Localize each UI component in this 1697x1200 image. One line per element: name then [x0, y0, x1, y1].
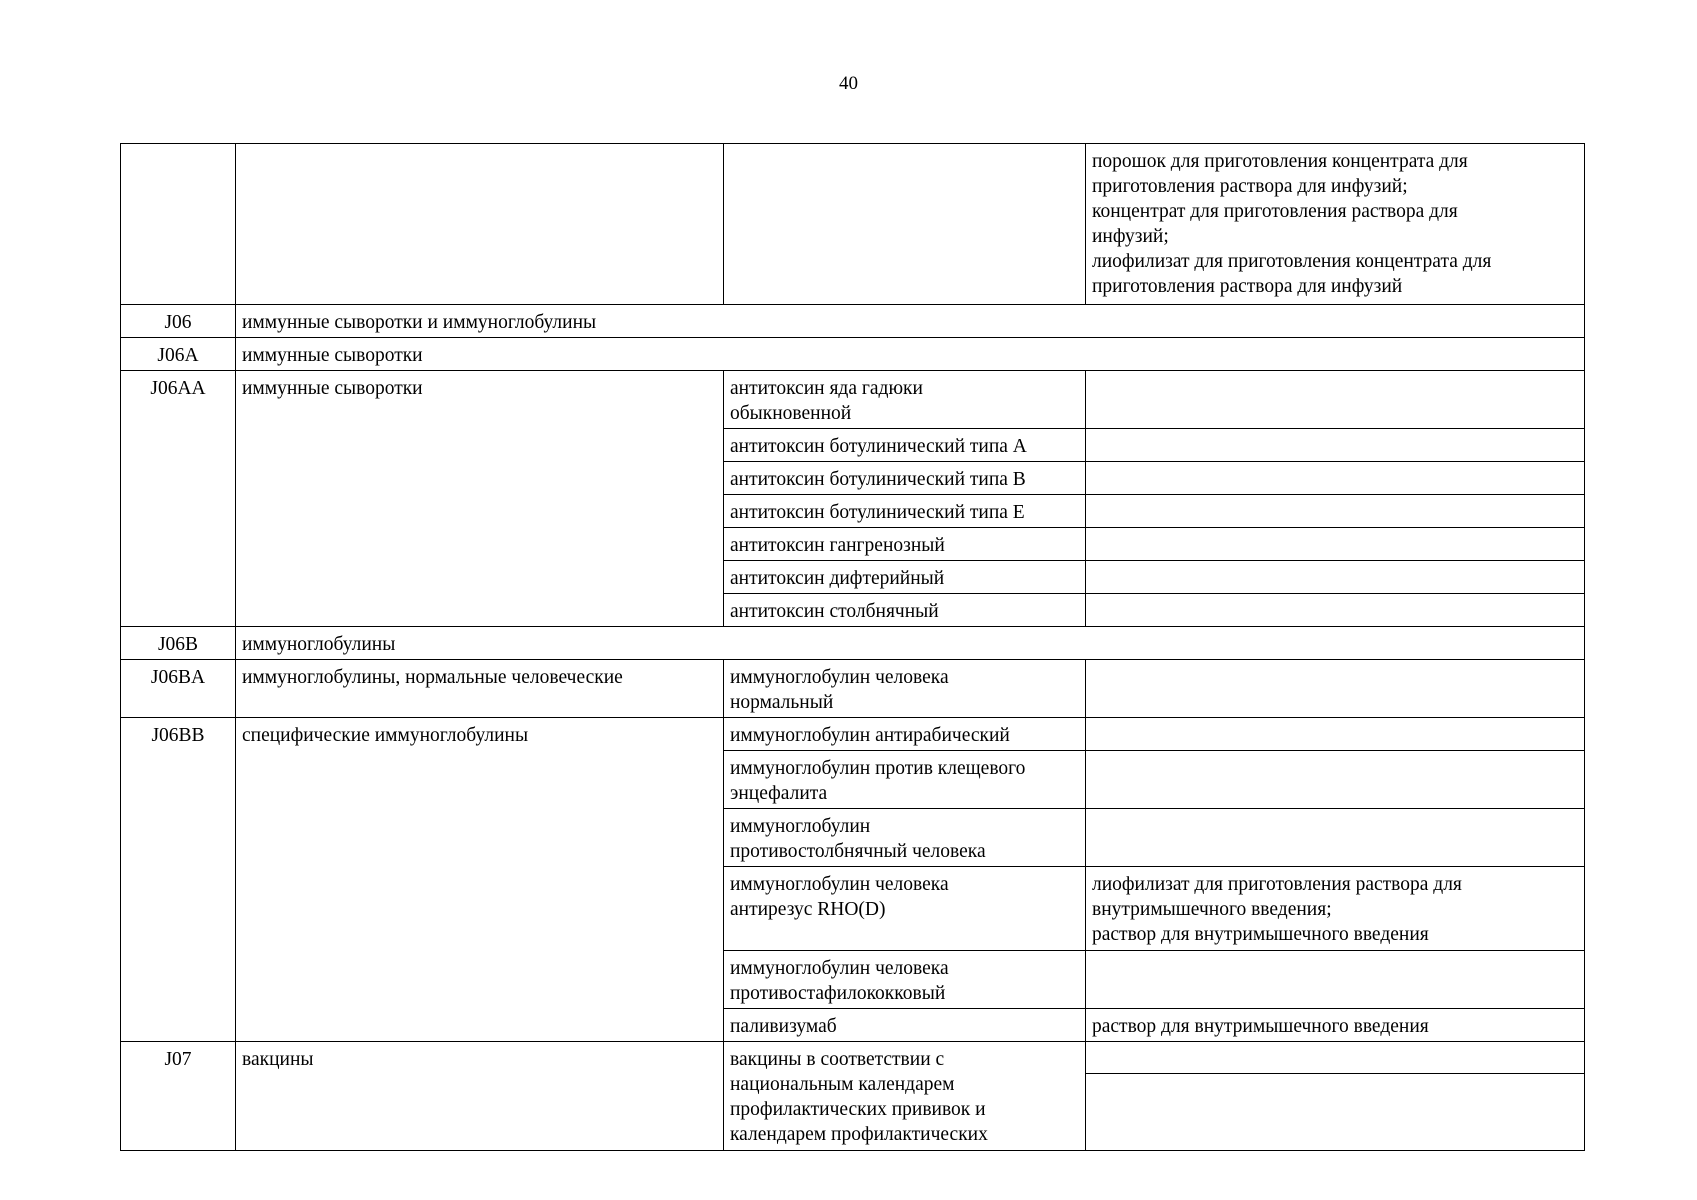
table-row: [121, 718, 1585, 751]
atc-code-cell: [121, 144, 236, 305]
drug-name-cell: антитоксин ботулинический типа B: [724, 462, 1086, 495]
drug-name-line: иммуноглобулин: [730, 816, 871, 837]
dosage-form-line: порошок для приготовления концентрата для: [1092, 151, 1468, 172]
dosage-form-line: приготовления раствора для инфузий;: [1092, 176, 1408, 197]
group-name-cell: иммуноглобулины: [236, 627, 1585, 660]
dosage-form-cell: [1086, 1042, 1585, 1074]
dosage-form-line: раствор для внутримышечного введения: [1092, 924, 1429, 945]
drug-name-line: иммуноглобулин против клещевого: [730, 758, 1026, 779]
atc-code-cell: J07: [121, 1042, 236, 1151]
drug-name-line: противостафилококковый: [730, 983, 946, 1004]
drug-name-cell: [724, 371, 1086, 429]
drug-name-line: антитоксин яда гадюки: [730, 378, 923, 399]
atc-code-cell: J06BB: [121, 718, 236, 1042]
drug-name-line: нормальный: [730, 692, 834, 713]
drug-name-line: иммуноглобулин человека: [730, 667, 949, 688]
dosage-form-cell: [1086, 144, 1585, 305]
drug-name-cell: [724, 951, 1086, 1009]
dosage-form-line: внутримышечного введения;: [1092, 899, 1332, 920]
drug-name-line: календарем профилактических: [730, 1124, 988, 1145]
dosage-form-cell: раствор для внутримышечного введения: [1086, 1009, 1585, 1042]
table-row: [121, 338, 1585, 371]
drug-name-line: вакцины в соответствии с: [730, 1049, 945, 1070]
group-name-cell: иммунные сыворотки: [236, 371, 724, 627]
atc-code-cell: J06: [121, 305, 236, 338]
drug-name-line: антирезус RHO(D): [730, 899, 886, 920]
table-row: [121, 305, 1585, 338]
page-number: 40: [839, 73, 858, 94]
dosage-form-cell: [1086, 462, 1585, 495]
dosage-form-cell: [1086, 528, 1585, 561]
drug-name-line: энцефалита: [730, 783, 828, 804]
group-name-cell: специфические иммуноглобулины: [236, 718, 724, 1042]
table-row: [121, 371, 1585, 429]
dosage-form-line: концентрат для приготовления раствора для: [1092, 201, 1458, 222]
drug-name-line: обыкновенной: [730, 403, 852, 424]
group-name-cell: вакцины: [236, 1042, 724, 1151]
atc-code-cell: J06B: [121, 627, 236, 660]
drug-name-cell: антитоксин столбнячный: [724, 594, 1086, 627]
drug-name-line: иммуноглобулин человека: [730, 958, 949, 979]
dosage-form-line: лиофилизат для приготовления раствора для: [1092, 874, 1462, 895]
dosage-form-cell: [1086, 951, 1585, 1009]
drug-name-cell: антитоксин ботулинический типа A: [724, 429, 1086, 462]
dosage-form-cell: [1086, 561, 1585, 594]
dosage-form-cell: [1086, 867, 1585, 951]
dosage-form-cell: [1086, 594, 1585, 627]
drug-name-line: противостолбнячный человека: [730, 841, 986, 862]
group-name-cell: иммунные сыворотки и иммуноглобулины: [236, 305, 1585, 338]
drug-name-cell: [724, 809, 1086, 867]
drug-name-line: профилактических прививок и: [730, 1099, 986, 1120]
group-name-cell: иммуноглобулины, нормальные человеческие: [236, 660, 724, 718]
drug-name-cell: [724, 144, 1086, 305]
drug-classification-table: [120, 143, 1585, 1151]
table-row: [121, 660, 1585, 718]
drug-name-cell: антитоксин дифтерийный: [724, 561, 1086, 594]
drug-name-cell: [724, 1042, 1086, 1151]
drug-name-line: иммуноглобулин человека: [730, 874, 949, 895]
drug-name-cell: [724, 751, 1086, 809]
dosage-form-line: инфузий;: [1092, 226, 1169, 247]
dosage-form-cell: [1086, 751, 1585, 809]
dosage-form-cell: [1086, 660, 1585, 718]
atc-code-cell: J06A: [121, 338, 236, 371]
dosage-form-cell: [1086, 809, 1585, 867]
atc-code-cell: J06AA: [121, 371, 236, 627]
drug-name-cell: [724, 867, 1086, 951]
table-row: [121, 1042, 1585, 1074]
dosage-form-line: лиофилизат для приготовления концентрата для: [1092, 251, 1492, 272]
drug-name-line: национальным календарем: [730, 1074, 955, 1095]
drug-name-cell: [724, 660, 1086, 718]
dosage-form-cell: [1086, 718, 1585, 751]
table-row: [121, 627, 1585, 660]
dosage-form-cell: [1086, 495, 1585, 528]
table-row: [121, 144, 1585, 305]
atc-code-cell: J06BA: [121, 660, 236, 718]
group-name-cell: иммунные сыворотки: [236, 338, 1585, 371]
drug-name-cell: антитоксин гангренозный: [724, 528, 1086, 561]
dosage-form-line: приготовления раствора для инфузий: [1092, 276, 1403, 297]
drug-name-cell: иммуноглобулин антирабический: [724, 718, 1086, 751]
dosage-form-cell: [1086, 429, 1585, 462]
drug-name-cell: паливизумаб: [724, 1009, 1086, 1042]
dosage-form-cell: [1086, 1074, 1585, 1151]
group-name-cell: [236, 144, 724, 305]
dosage-form-cell: [1086, 371, 1585, 429]
drug-name-cell: антитоксин ботулинический типа E: [724, 495, 1086, 528]
